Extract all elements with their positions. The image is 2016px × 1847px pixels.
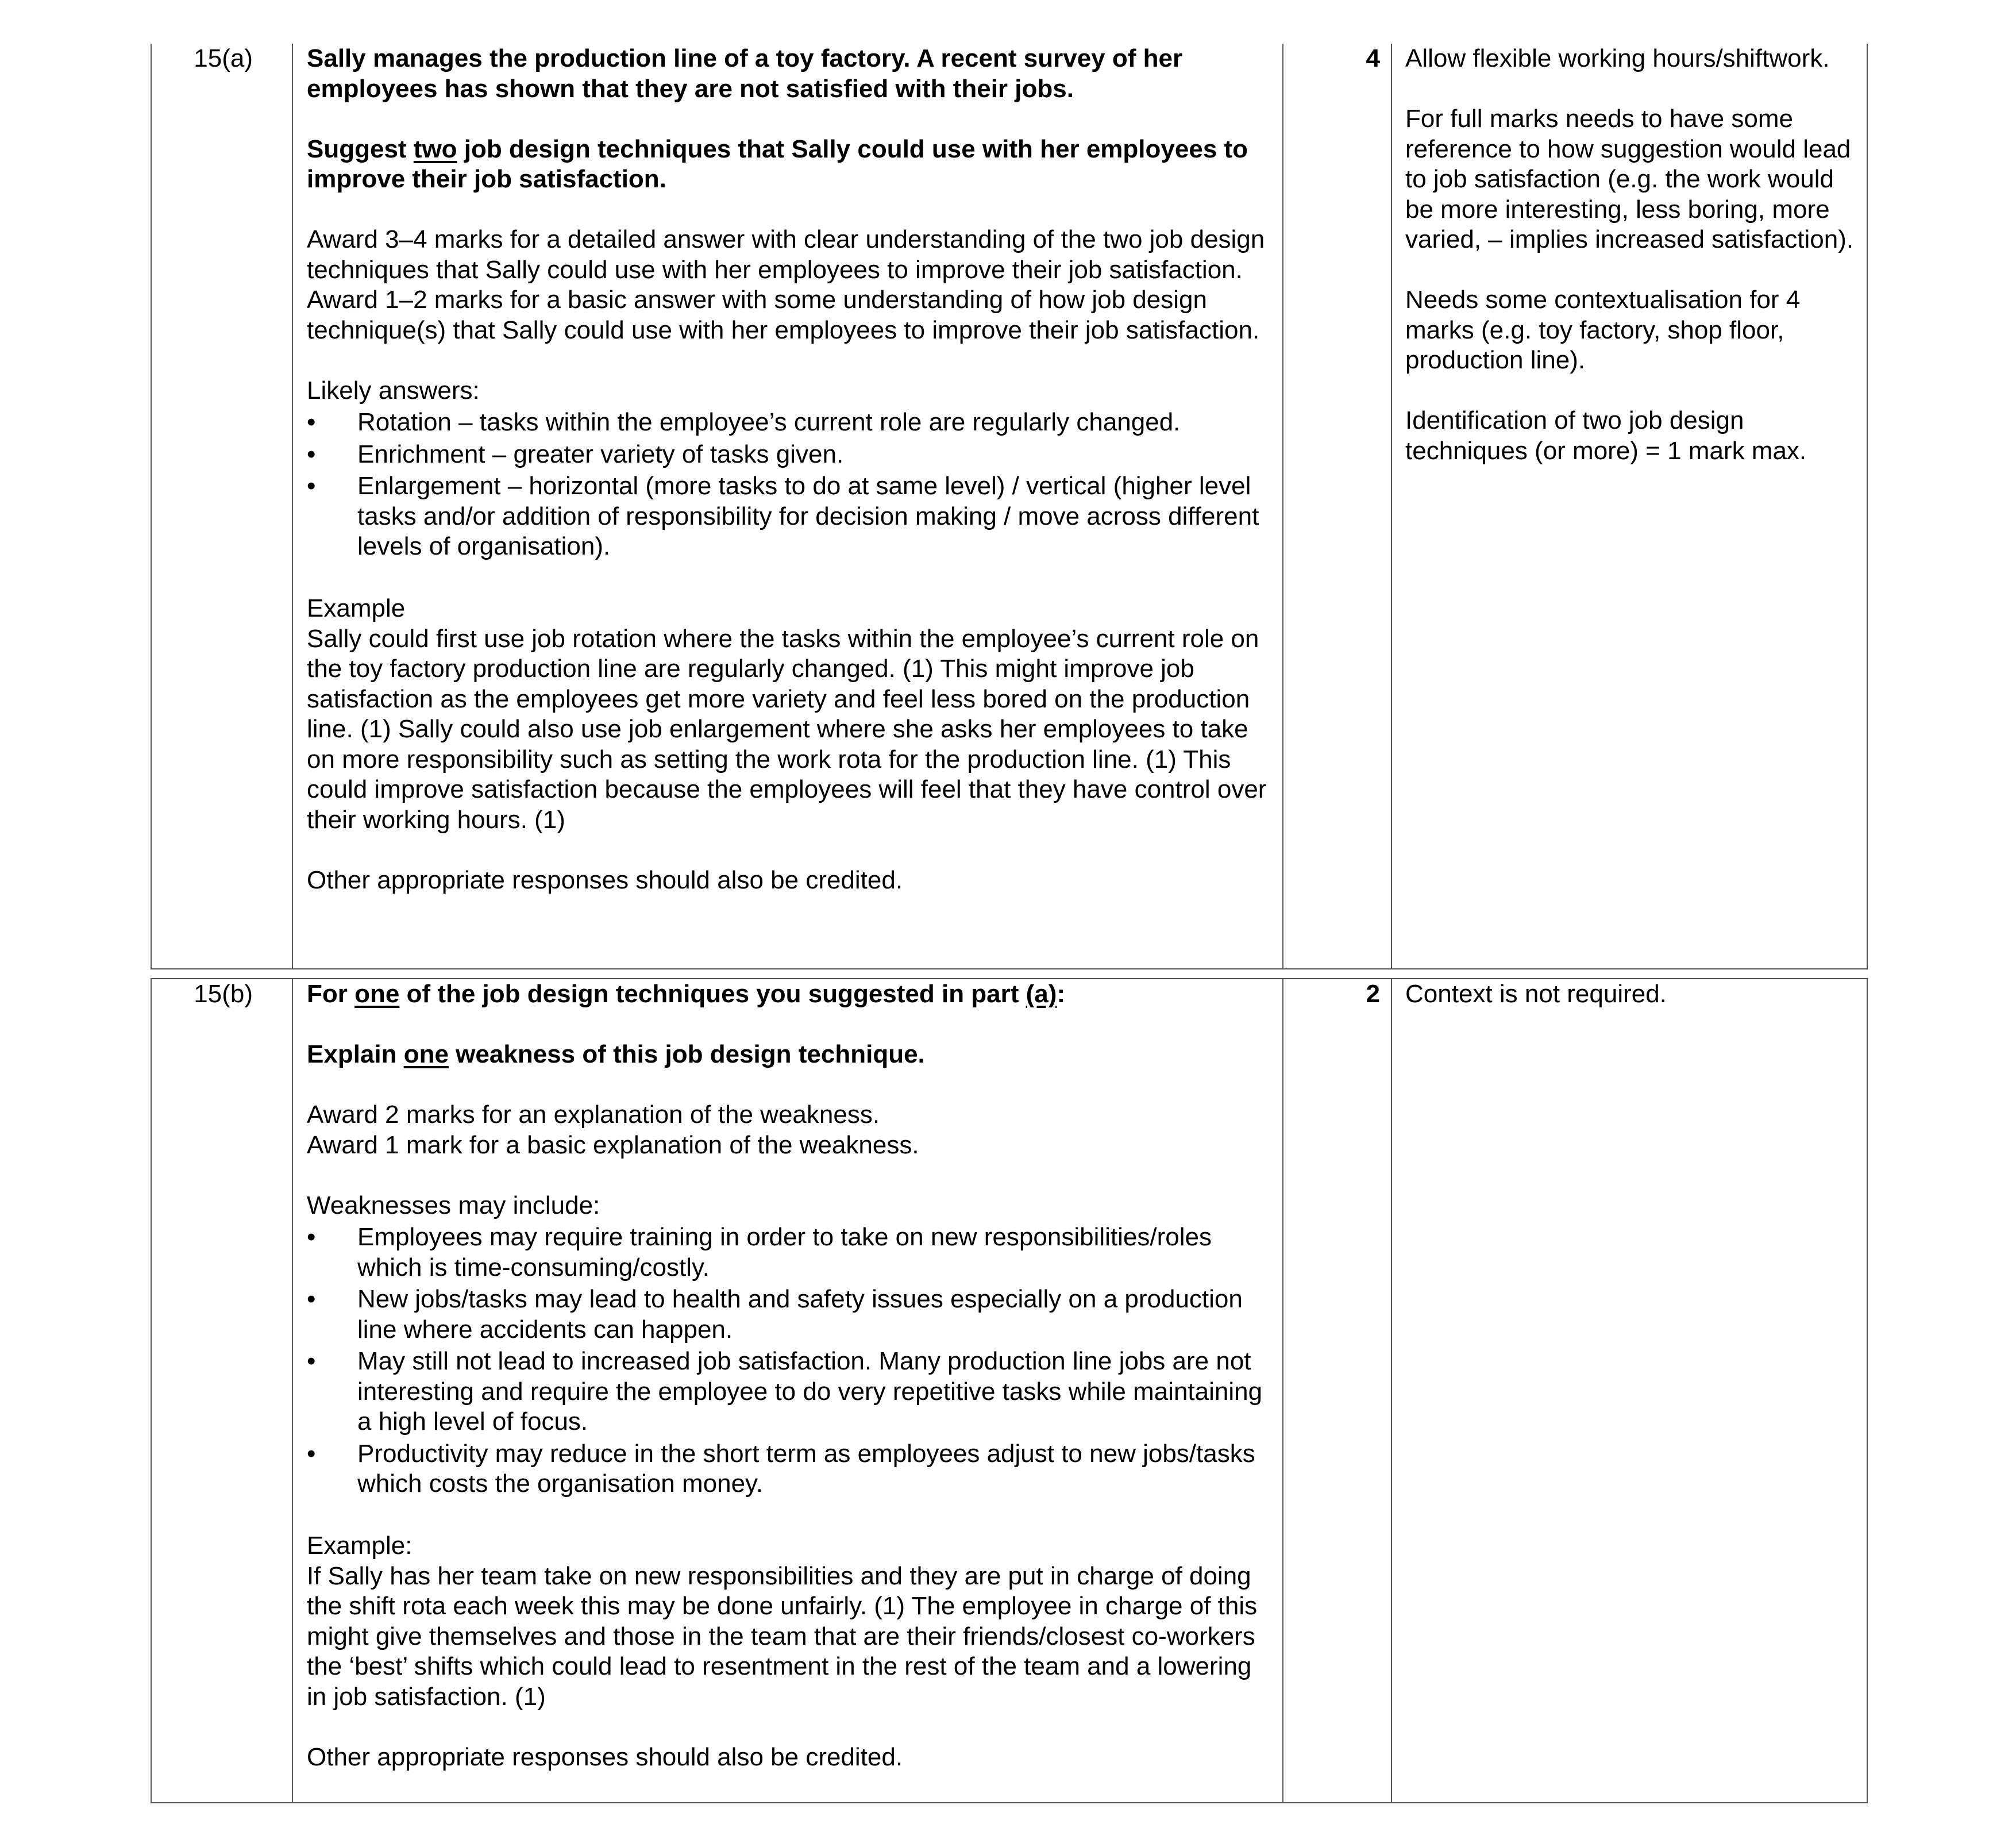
column-divider <box>1391 44 1392 968</box>
award-criteria: Award 1–2 marks for a basic answer with some understanding of how job design technique(s) that Sally could use with her employees to improve their job satisfaction. <box>307 286 1260 344</box>
question-stem: Sally manages the production line of a toy factory. A recent survey of her employees has shown that they are not satisfied with their jobs. <box>307 44 1183 103</box>
list-heading: Weaknesses may include: <box>307 1191 600 1219</box>
answer-column <box>307 979 1278 1772</box>
list-item: • Productivity may reduce in the short term as employees adjust to new jobs/tasks which costs the organisation money. <box>307 1439 1255 1498</box>
award-criteria: Award 2 marks for an explanation of the weakness. <box>307 1100 880 1129</box>
list-item: • Rotation – tasks within the employee’s current role are regularly changed. <box>307 408 1181 436</box>
column-divider <box>292 979 293 1802</box>
guidance-column <box>1405 44 1859 466</box>
guidance-column <box>1405 979 1859 1010</box>
column-divider <box>1391 979 1392 1802</box>
guidance-note: Identification of two job design techniques (or more) = 1 mark max. <box>1405 406 1807 465</box>
mark-scheme-row-15a <box>151 44 1868 969</box>
example-heading: Example: <box>307 1532 413 1560</box>
guidance-note: Context is not required. <box>1405 980 1667 1008</box>
question-number: 15(b) <box>194 980 253 1008</box>
mark-scheme-row-15b <box>151 978 1868 1803</box>
list-heading: Likely answers: <box>307 376 480 405</box>
closing-note: Other appropriate responses should also be credited. <box>307 1742 903 1771</box>
award-criteria: Award 1 mark for a basic explanation of the weakness. <box>307 1130 919 1159</box>
award-criteria: Award 3–4 marks for a detailed answer with clear understanding of the two job design techniques that Sally could use with her employees to improve their job satisfaction. <box>307 225 1265 284</box>
column-divider <box>292 44 293 968</box>
guidance-note: Needs some contextualisation for 4 marks (e.g. toy factory, shop floor, production line). <box>1405 286 1801 374</box>
question-task: Suggest two job design techniques that Sally could use with her employees to improve their job satisfaction. <box>307 134 1248 193</box>
example-heading: Example <box>307 594 406 622</box>
list-item: • Employees may require training in order to take on new responsibilities/roles which is time-consuming/costly. <box>307 1223 1212 1282</box>
question-stem: For one of the job design techniques you suggested in part (a): <box>307 980 1066 1008</box>
guidance-note: For full marks needs to have some reference to how suggestion would lead to job satisfaction (e.g. the work would be more interesting, less boring, more varied, – implies increased satisfaction). <box>1405 105 1854 253</box>
list-item: • May still not lead to increased job satisfaction. Many production line jobs are not interesting and require the employee to do very repetitive tasks while maintaining a high level of focus. <box>307 1347 1263 1436</box>
example-text: Sally could first use job rotation where the tasks within the employee’s current role on the toy factory production line are regularly changed. (1) This might improve job satisfaction as the employees get more variety and feel less bored on the production line. (1) Sally could also use job enlargement where she asks her employees to take on more responsibility such as setting the work rota for the production line. (1) This could improve satisfaction because the employees will feel that they have control over their working hours. (1) <box>307 624 1267 834</box>
column-divider <box>1282 979 1283 1802</box>
marks-value: 4 <box>1366 44 1380 72</box>
answer-list <box>307 407 1278 562</box>
example-text: If Sally has her team take on new responsibilities and they are put in charge of doing the shift rota each week this may be done unfairly. (1) The employee in charge of this might give themselves and those in the team that are their friends/closest co-workers the ‘best’ shifts which could lead to resentment in the rest of the team and a lowering in job satisfaction. (1) <box>307 1561 1258 1711</box>
list-item: • Enlargement – horizontal (more tasks to do at same level) / vertical (higher level tasks and/or addition of responsibility for decision making / move across different levels of organisation). <box>307 472 1259 560</box>
question-number: 15(a) <box>194 44 253 72</box>
answer-list <box>307 1222 1278 1499</box>
answer-column <box>307 44 1278 895</box>
list-item: • New jobs/tasks may lead to health and safety issues especially on a production line where accidents can happen. <box>307 1285 1243 1344</box>
marks-value: 2 <box>1366 980 1380 1008</box>
guidance-note: Allow flexible working hours/shiftwork. <box>1405 44 1830 72</box>
question-task: Explain one weakness of this job design technique. <box>307 1040 925 1068</box>
column-divider <box>1282 44 1283 968</box>
list-item: • Enrichment – greater variety of tasks given. <box>307 440 844 468</box>
closing-note: Other appropriate responses should also be credited. <box>307 865 903 894</box>
